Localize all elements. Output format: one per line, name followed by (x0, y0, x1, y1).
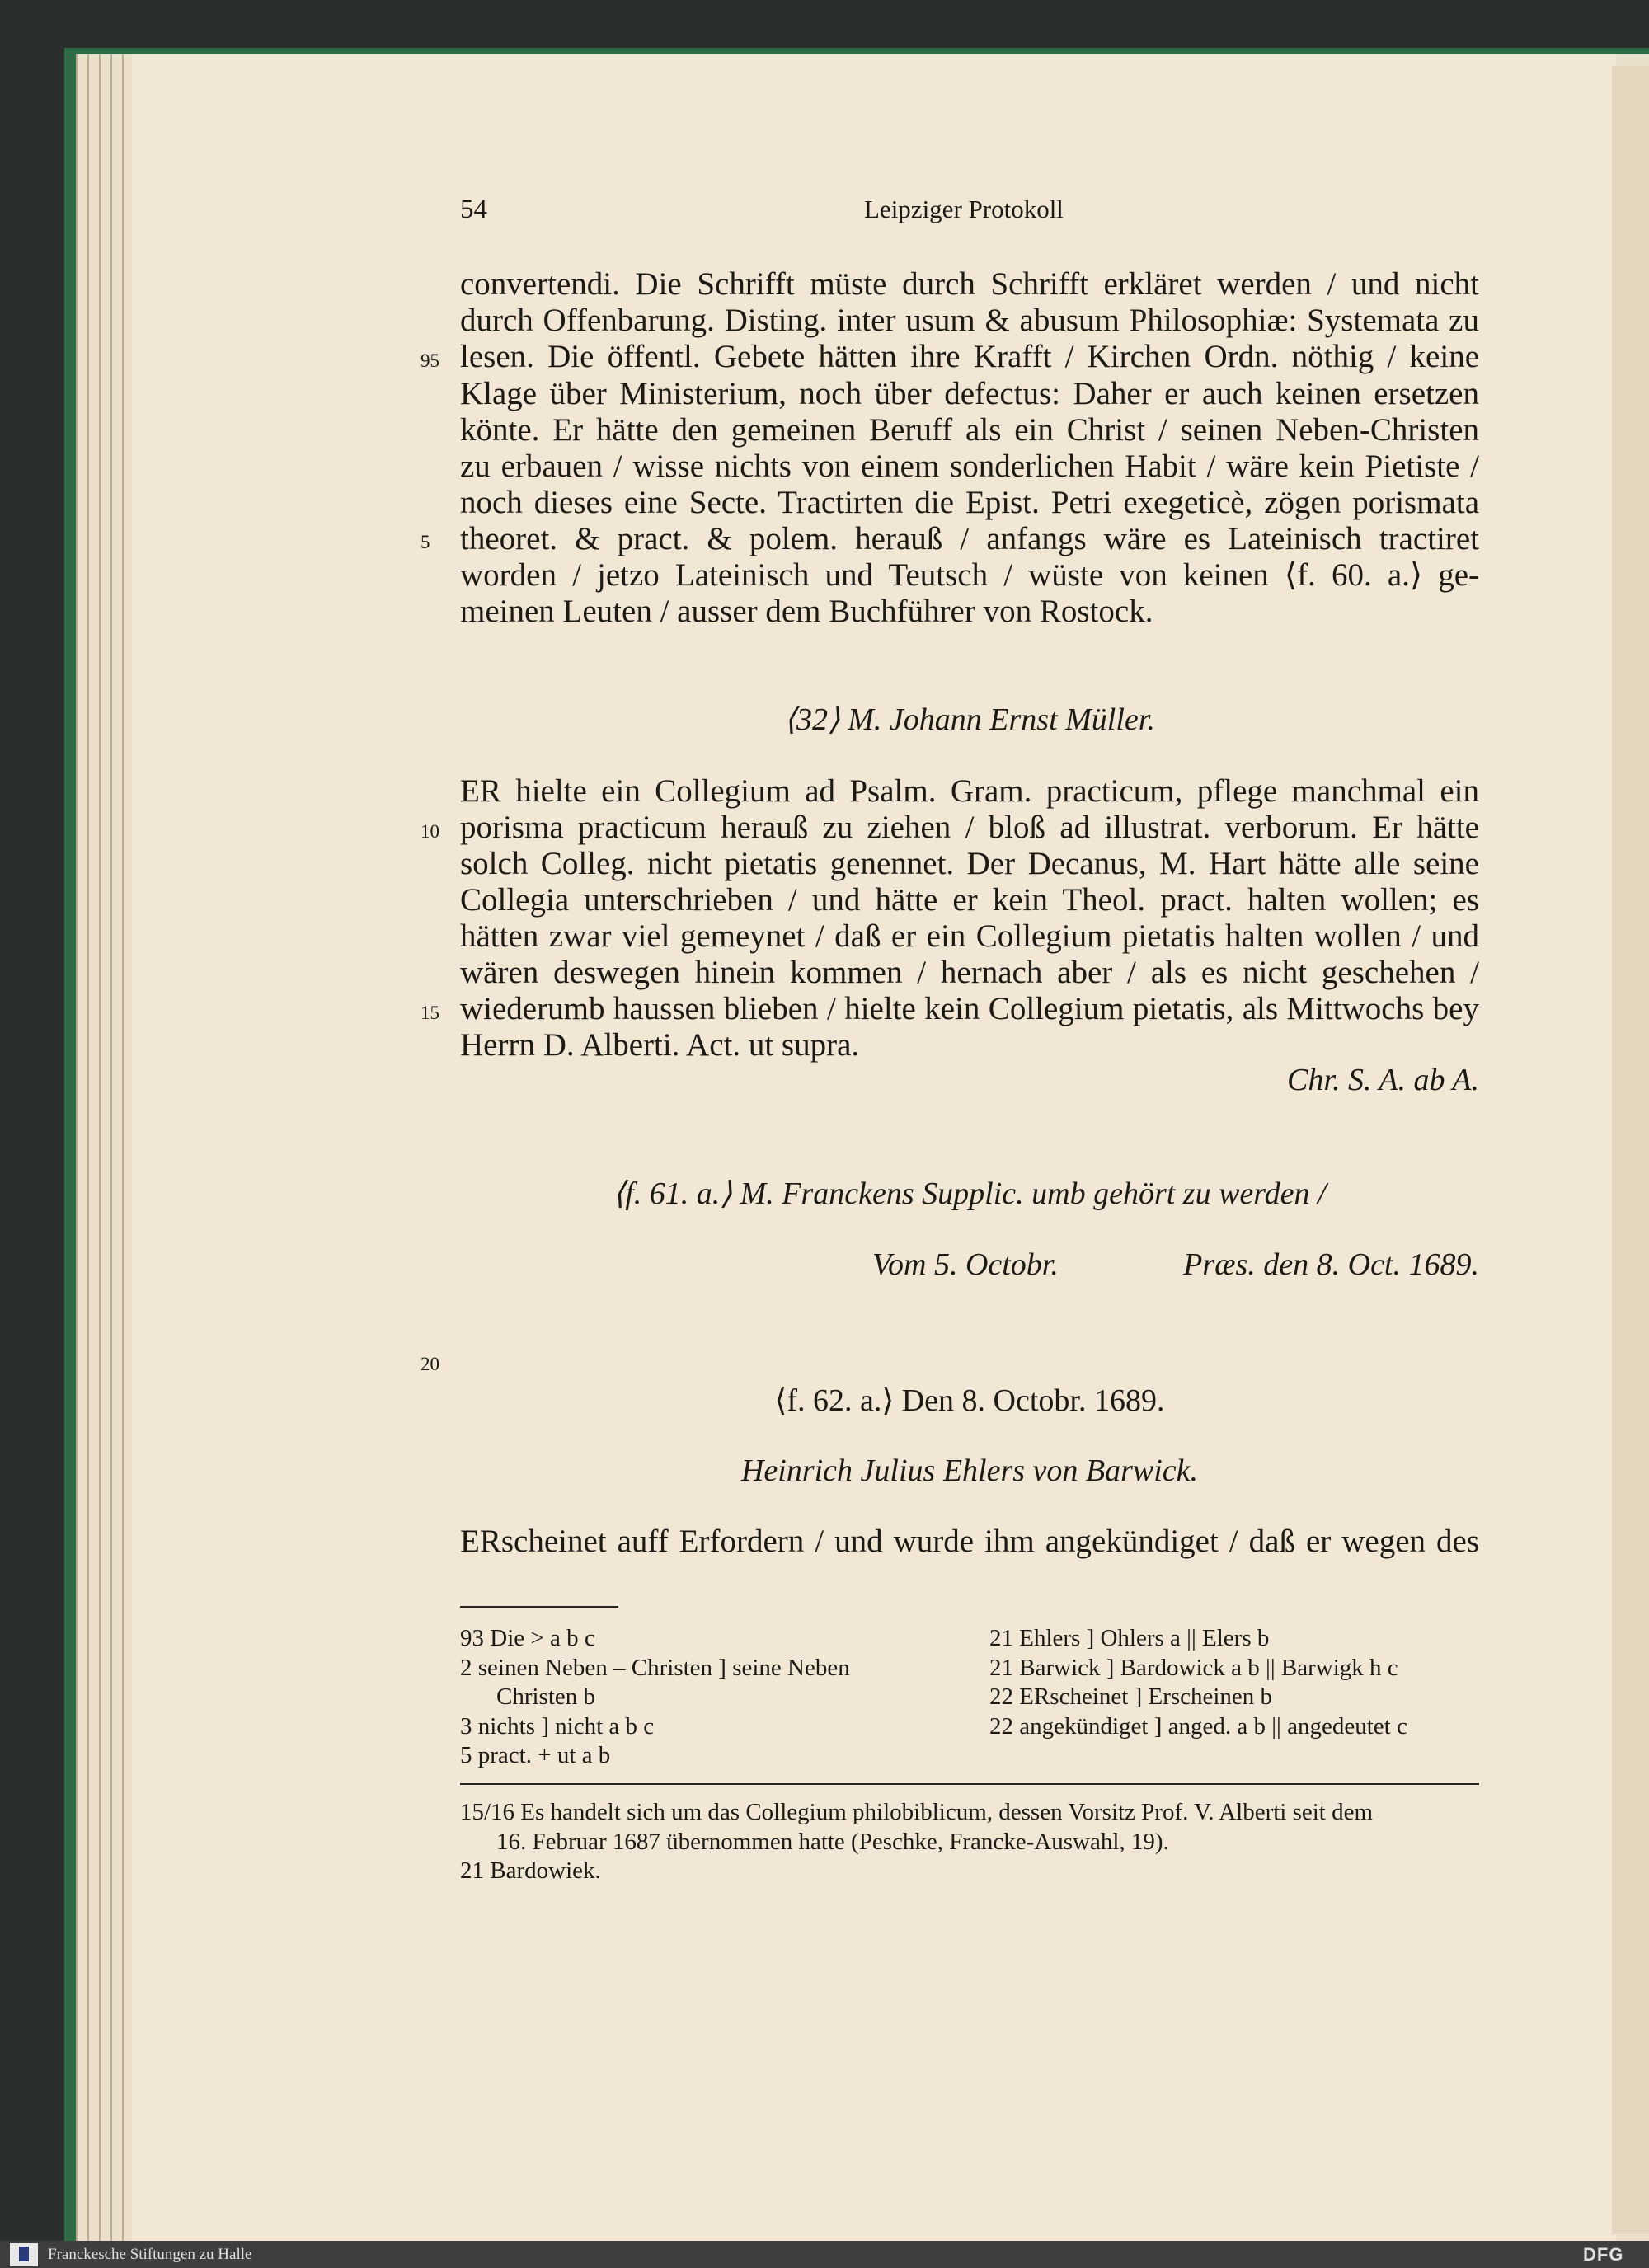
body-line: ER hielte ein Collegium ad Psalm. Gram. practicum, pflege manchmal ein (460, 773, 1479, 809)
apparatus-entry: 5 pract. + ut a b (460, 1742, 611, 1768)
section-heading: ⟨32⟩ M. Johann Ernst Müller. (784, 702, 1155, 737)
date-line: Vom 5. Octobr. (872, 1247, 1059, 1282)
commentary-entry: 15/16 Es handelt sich um das Collegium philobiblicum, dessen Vorsitz Prof. V. Alberti seit dem (460, 1799, 1374, 1825)
line-number: 20 (420, 1354, 439, 1374)
body-line: durch Offenbarung. Disting. inter usum & abusum Philosophiæ: Systemata zu (460, 303, 1479, 338)
footnote-rule (460, 1606, 618, 1608)
body-line: Herrn D. Alberti. Act. ut supra. (460, 1027, 860, 1063)
dfg-badge: DFG (1583, 2244, 1624, 2265)
apparatus-entry: 22 ERscheinet ] Erscheinen b (989, 1683, 1273, 1710)
date-line: Præs. den 8. Oct. 1689. (1183, 1247, 1479, 1282)
line-number: 10 (420, 821, 439, 842)
apparatus-entry: 21 Ehlers ] Ohlers a || Elers b (989, 1625, 1270, 1651)
institution-name: Franckesche Stiftungen zu Halle (48, 2246, 252, 2263)
commentary-entry: 16. Februar 1687 übernommen hatte (Peschke, Francke-Auswahl, 19). (496, 1829, 1169, 1855)
body-line: lesen. Die öffentl. Gebete hätten ihre Krafft / Kirchen Ordn. nöthig / keine (460, 339, 1479, 374)
body-line: ERscheinet auff Erfordern / und wurde ihm angekündiget / daß er wegen des (460, 1524, 1479, 1559)
body-line: solch Colleg. nicht pietatis genennet. Der Decanus, M. Hart hätte alle seine (460, 846, 1479, 881)
body-line: wiederumb haussen blieben / hielte kein Collegium pietatis, als Mittwochs bey (460, 991, 1479, 1026)
line-number: 5 (420, 532, 430, 552)
body-line: zu erbauen / wisse nichts von einem sonderlichen Habit / wäre kein Pietiste / (460, 448, 1479, 484)
body-line: porisma practicum herauß zu ziehen / bloß ad illustrat. verborum. Er hätte (460, 810, 1479, 845)
body-line: hätten zwar viel gemeynet / daß er ein Collegium pietatis halten wollen / und (460, 918, 1479, 954)
apparatus-entry: 22 angekündiget ] anged. a b || angedeutet c (989, 1713, 1407, 1740)
body-line: convertendi. Die Schrifft müste durch Schrifft erkläret werden / und nicht (460, 266, 1479, 302)
opposite-page-edge (1612, 66, 1649, 2234)
section-heading: Heinrich Julius Ehlers von Barwick. (740, 1453, 1199, 1488)
body-line: wären deswegen hinein kommen / hernach aber / als es nicht geschehen / (460, 955, 1479, 990)
body-line: Collegia unterschrieben / und hätte er kein Theol. pract. halten wollen; es (460, 882, 1479, 918)
line-number: 95 (420, 350, 439, 371)
commentary-rule (460, 1783, 1479, 1785)
line-number: 15 (420, 1003, 439, 1023)
apparatus-entry: 3 nichts ] nicht a b c (460, 1713, 655, 1740)
commentary-entry: 21 Bardowiek. (460, 1857, 601, 1884)
body-line: meinen Leuten / ausser dem Buchführer von Rostock. (460, 594, 1153, 629)
body-line: Klage über Ministerium, noch über defectus: Daher er auch keinen ersetzen (460, 376, 1479, 411)
section-heading: ⟨f. 61. a.⟩ M. Franckens Supplic. umb gehört zu werden / (613, 1176, 1327, 1211)
body-line: könte. Er hätte den gemeinen Beruff als ein Christ / seinen Neben-Christen (460, 412, 1479, 448)
institution-logo-icon (10, 2243, 38, 2266)
apparatus-entry: 21 Barwick ] Bardowick a b || Barwigk h c (989, 1655, 1398, 1681)
apparatus-entry: 2 seinen Neben – Christen ] seine Neben (460, 1655, 850, 1681)
body-line: worden / jetzo Lateinisch und Teutsch / wüste von keinen ⟨f. 60. a.⟩ ge- (460, 557, 1479, 593)
body-line: theoret. & pract. & polem. herauß / anfangs wäre es Lateinisch tractiret (460, 521, 1479, 556)
apparatus-entry: 93 Die > a b c (460, 1625, 595, 1651)
signature: Chr. S. A. ab A. (1287, 1063, 1479, 1097)
section-heading: ⟨f. 62. a.⟩ Den 8. Octobr. 1689. (774, 1383, 1165, 1418)
running-title: Leipziger Protokoll (864, 195, 1064, 223)
apparatus-entry: Christen b (496, 1683, 596, 1710)
body-line: noch dieses eine Secte. Tractirten die Epist. Petri exegeticè, zögen porismata (460, 485, 1479, 520)
page-number: 54 (460, 195, 487, 224)
